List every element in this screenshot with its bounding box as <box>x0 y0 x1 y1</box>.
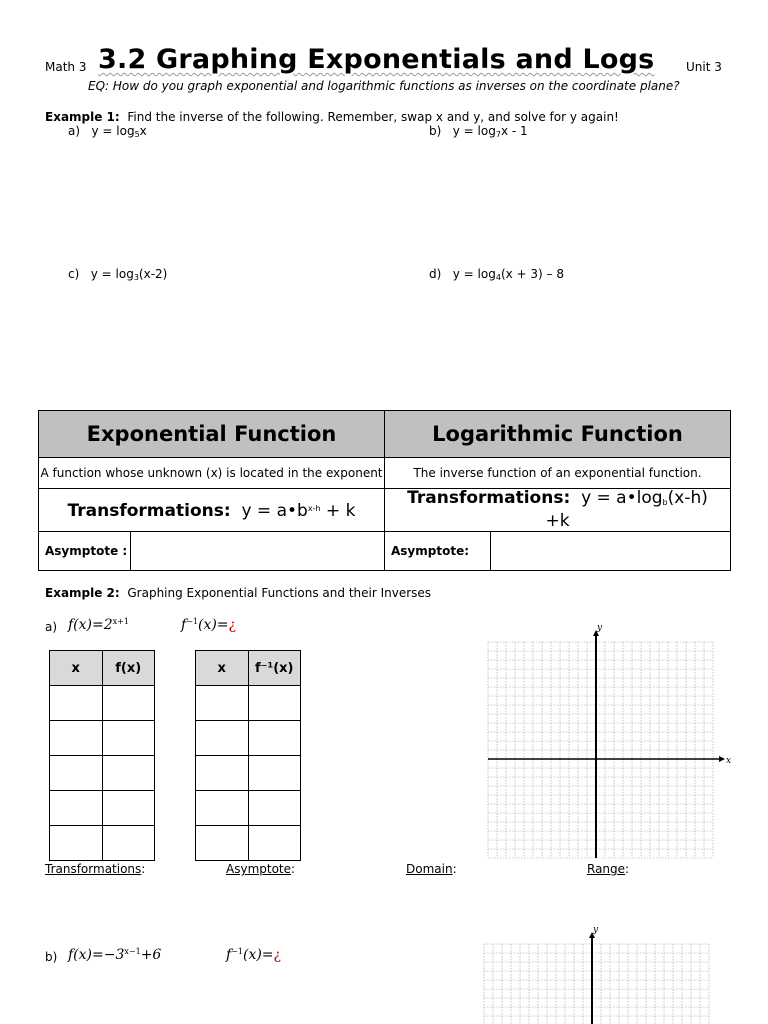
transformations-label: Transformations: <box>67 501 231 521</box>
eq-text: x - 1 <box>500 124 528 138</box>
label-text: Domain <box>406 862 453 876</box>
table-cell[interactable] <box>50 791 103 826</box>
table-cell[interactable] <box>102 826 155 861</box>
fx-table-header-x: x <box>50 651 103 686</box>
table-cell[interactable] <box>248 826 301 861</box>
page-title: 3.2 Graphing Exponentials and Logs <box>98 44 655 75</box>
item-prefix: c) <box>68 267 80 281</box>
table-cell[interactable] <box>102 791 155 826</box>
table-cell[interactable] <box>196 791 249 826</box>
label-text: Asymptote <box>226 862 292 876</box>
example2-a-function <box>68 617 129 633</box>
exp-definition: A function whose unknown (x) is located in the exponent <box>39 458 385 489</box>
exp-transformations <box>39 489 385 532</box>
inverse-placeholder: ¿ <box>273 947 282 963</box>
label-colon: : <box>625 862 630 876</box>
fx-table-header-fx: f(x) <box>102 651 155 686</box>
function-text: +6 <box>140 947 162 963</box>
course-label: Math 3 <box>45 60 87 74</box>
eq-text: y = log <box>452 124 496 138</box>
function-exponent: x+1 <box>112 617 129 626</box>
comparison-table <box>38 410 731 571</box>
exp-eq: y = a•b <box>241 501 308 521</box>
example2-b-function <box>68 947 161 963</box>
table-cell[interactable] <box>50 756 103 791</box>
label-text: Transformations <box>45 862 142 876</box>
essential-question: EQ: How do you graph exponential and logarithmic functions as inverses on the coordinate plane? <box>88 79 680 93</box>
example1-label: Example 1: <box>45 110 120 124</box>
log-eq: (x-h) <box>667 488 708 508</box>
range-field-label <box>587 862 629 876</box>
log-base: 4 <box>495 273 501 282</box>
log-eq: +k <box>545 511 570 531</box>
exp-asymptote-label: Asymptote : <box>39 532 131 571</box>
exp-asymptote-answer[interactable] <box>131 532 385 571</box>
exp-eq: + k <box>320 501 356 521</box>
log-transformations <box>385 489 731 532</box>
example2-a-inverse <box>181 617 236 633</box>
unit-label: Unit 3 <box>686 60 722 74</box>
table-cell[interactable] <box>196 826 249 861</box>
table-cell[interactable] <box>248 791 301 826</box>
log-base: 5 <box>134 130 140 139</box>
example2-b-prefix: b) <box>45 950 58 964</box>
function-text: f(x)=−3 <box>68 947 125 963</box>
x-axis-label: x <box>726 756 732 766</box>
transformations-label: Transformations: <box>407 488 571 508</box>
eq-text: y = log <box>452 267 496 281</box>
example2-title: Graphing Exponential Functions and their Inverses <box>127 586 432 600</box>
example2-b-inverse <box>226 947 281 963</box>
domain-field-label <box>406 862 457 876</box>
inverse-exponent: −1 <box>186 617 198 626</box>
coordinate-grid-a[interactable] <box>482 623 732 860</box>
table-cell[interactable] <box>102 756 155 791</box>
inverse-text: f <box>226 947 232 963</box>
table-cell[interactable] <box>50 686 103 721</box>
table-cell[interactable] <box>196 721 249 756</box>
item-prefix: a) <box>68 124 81 138</box>
label-colon: : <box>452 862 457 876</box>
y-axis-label: y <box>593 925 599 935</box>
eq-text: y = log <box>91 124 135 138</box>
table-cell[interactable] <box>248 686 301 721</box>
table-cell[interactable] <box>248 721 301 756</box>
eq-text: y = log <box>90 267 134 281</box>
example2-a-prefix: a) <box>45 620 58 634</box>
table-cell[interactable] <box>102 721 155 756</box>
table-cell[interactable] <box>196 756 249 791</box>
finv-table-header-x: x <box>196 651 249 686</box>
y-axis-label: y <box>597 623 603 633</box>
transformations-field-label <box>45 862 145 876</box>
inverse-text: (x)= <box>197 617 229 633</box>
eq-text: (x-2) <box>138 267 168 281</box>
log-eq-base: b <box>662 498 668 507</box>
table-cell[interactable] <box>196 686 249 721</box>
example2-heading <box>45 586 431 600</box>
function-text: f(x)=2 <box>68 617 113 633</box>
inverse-placeholder: ¿ <box>228 617 237 633</box>
item-prefix: b) <box>429 124 442 138</box>
example1-d <box>429 267 564 282</box>
table-cell[interactable] <box>50 721 103 756</box>
log-base: 3 <box>133 273 139 282</box>
finv-table <box>195 650 301 861</box>
label-colon: : <box>291 862 296 876</box>
log-asymptote-answer[interactable] <box>491 532 731 571</box>
example1-instruction: Find the inverse of the following. Remember, swap x and y, and solve for y again! <box>127 110 619 124</box>
finv-table-header-finv: f⁻¹(x) <box>248 651 301 686</box>
table-cell[interactable] <box>50 826 103 861</box>
function-exponent: x−1 <box>124 947 141 956</box>
coordinate-grid-b[interactable] <box>478 925 714 1024</box>
x-axis-arrow-icon <box>719 756 725 762</box>
item-prefix: d) <box>429 267 442 281</box>
inverse-exponent: −1 <box>231 947 243 956</box>
inverse-text: f <box>181 617 187 633</box>
example2-label: Example 2: <box>45 586 120 600</box>
fx-table <box>49 650 155 861</box>
eq-text: (x + 3) – 8 <box>500 267 564 281</box>
label-colon: : <box>141 862 146 876</box>
label-text: Range <box>587 862 626 876</box>
log-eq: y = a•log <box>581 488 663 508</box>
table-cell[interactable] <box>102 686 155 721</box>
inverse-text: (x)= <box>242 947 274 963</box>
example1-c <box>68 267 167 282</box>
log-base: 7 <box>495 130 501 139</box>
table-cell[interactable] <box>248 756 301 791</box>
log-asymptote-label: Asymptote: <box>385 532 491 571</box>
exp-function-heading: Exponential Function <box>39 411 385 458</box>
example1-b <box>429 124 528 139</box>
asymptote-field-label <box>226 862 295 876</box>
eq-text: x <box>139 124 147 138</box>
example1-a <box>68 124 147 139</box>
log-function-heading: Logarithmic Function <box>385 411 731 458</box>
example1-heading <box>45 110 619 124</box>
log-definition: The inverse function of an exponential function. <box>385 458 731 489</box>
exp-eq-exponent: x-h <box>307 504 321 513</box>
